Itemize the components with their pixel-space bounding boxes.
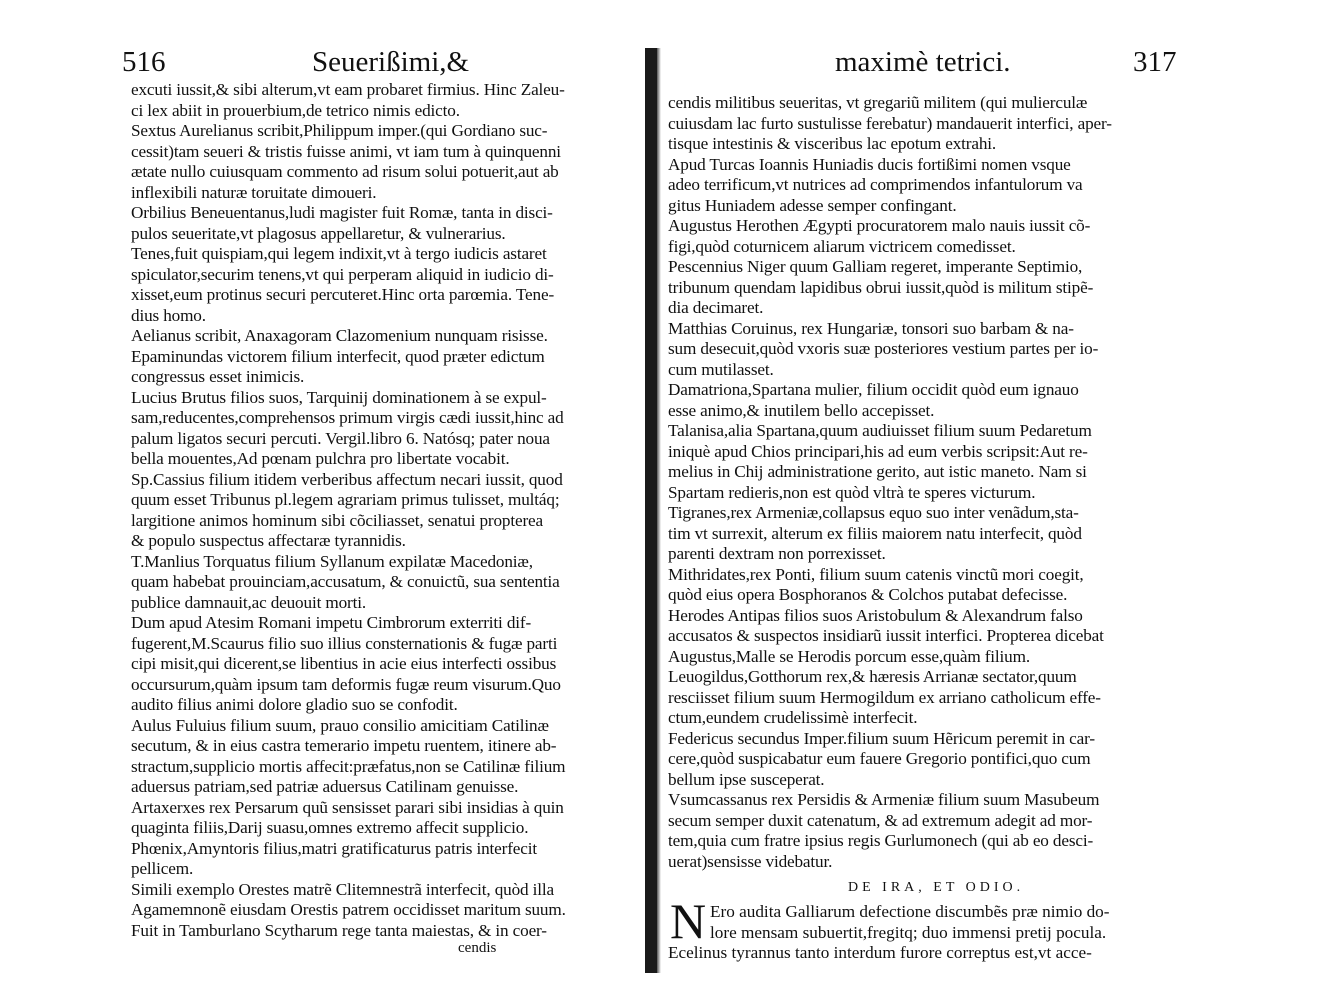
text-line: Herodes Antipas filios suos Aristobulum & Alexandrum falso: [668, 605, 1083, 625]
text-line: Damatriona,Spartana mulier, filium occidit quòd eum ignauo: [668, 380, 1079, 399]
text-line: ci lex abiit in prouerbium,de tetrico nimis edicto.: [131, 100, 460, 120]
text-line: ctum,eundem crudelissimè interfecit.: [668, 708, 918, 727]
left-running-title: Seuerißimi,&: [312, 46, 470, 78]
text-line: stractum,supplicio mortis affecit:præfatus,non se Catilinæ filium: [131, 756, 566, 776]
text-line: Spartam redieris,non est quòd vltrà te speres victurum.: [668, 482, 1036, 502]
text-line: dia decimaret.: [668, 298, 764, 317]
text-line: Agamemnonẽ eiusdam Orestis patrem occidisset maritum suum.: [131, 900, 566, 919]
text-line: cendis militibus seueritas, vt gregariũ militem (qui mulierculæ: [668, 93, 1088, 112]
text-line: lore mensam subuertit,fregitq; duo immensi pretij pocula.: [710, 922, 1107, 942]
text-line: tisque intestinis & visceribus lac epotum extrahi.: [668, 134, 997, 153]
text-line: Dum apud Atesim Romani impetu Cimbrorum exterriti dif-: [131, 613, 532, 632]
text-line: Sextus Aurelianus scribit,Philippum imper.(qui Gordiano suc-: [131, 121, 548, 140]
text-line: secum semper duxit catenatum, & ad extremum adegit ad mor-: [668, 810, 1093, 830]
text-line: Federicus secundus Imper.filium suum Hẽricum peremit in car-: [668, 728, 1095, 748]
text-line: & populo suspectus affectaræ tyrannidis.: [131, 531, 406, 550]
right-running-title: maximè tetrici.: [835, 46, 1011, 78]
text-line: Augustus,Malle se Herodis porcum esse,quàm filium.: [668, 646, 1030, 666]
text-line: resciisset filium suum Hermogildum ex arriano catholicum effe-: [668, 687, 1101, 707]
text-line: iniquè apud Chios principari,his ad eum verbis scripsit:Aut re-: [668, 441, 1088, 461]
text-line: excuti iussit,& sibi alterum,vt eam probaret firmius. Hinc Zaleu-: [131, 80, 565, 99]
left-page-body: [131, 80, 641, 941]
text-line: uerat)sensisse videbatur.: [668, 851, 833, 871]
text-line: Apud Turcas Ioannis Huniadis ducis fortißimi nomen vsque: [668, 154, 1071, 174]
section-opening-text: [710, 902, 1190, 943]
text-line: secutum, & in eius castra temerario impetu ruentem, itinere ab-: [131, 736, 557, 755]
text-line: Talanisa,alia Spartana,quum audiuisset filium suum Pedaretum: [668, 421, 1092, 440]
text-line: audito filius animi dolore gladio suo se confodit.: [131, 695, 458, 714]
text-line: quòd eius opera Bosphoranos & Colchos putabat defecisse.: [668, 585, 1068, 604]
text-line: cuiusdam lac furto sustulisse ferebatur) mandauerit interfici, aper-: [668, 113, 1112, 133]
text-line: dius homo.: [131, 305, 206, 325]
text-line: publice damnauit,ac deuouit morti.: [131, 592, 366, 612]
text-line: quaginta filiis,Darij suasu,omnes extremo affecit supplicio.: [131, 818, 529, 837]
text-line: Simili exemplo Orestes matrẽ Clitemnestrã interfecit, quòd illa: [131, 879, 554, 899]
text-line: Pescennius Niger quum Galliam regeret, imperante Septimio,: [668, 257, 1083, 276]
text-line: Orbilius Beneuentanus,ludi magister fuit Romæ, tanta in disci-: [131, 203, 553, 222]
catchword: cendis: [458, 940, 497, 956]
text-line: Tigranes,rex Armeniæ,collapsus equo suo inter venãdum,sta-: [668, 503, 1079, 522]
text-line: T.Manlius Torquatus filium Syllanum expilatæ Macedoniæ,: [131, 551, 533, 571]
text-line: ætate nullo cuiusquam commento ad risum solui potuerit,aut ab: [131, 162, 559, 181]
text-line: spiculator,securim tenens,vt qui perperam aliquid in iudicio di-: [131, 264, 554, 284]
text-line: esse animo,& inutilem bello accepisset.: [668, 400, 935, 420]
text-line: congressus esset inimicis.: [131, 367, 305, 386]
text-line: quum esset Tribunus pl.legem agrariam primus tulisset, multáq;: [131, 490, 560, 509]
text-line: Vsumcassanus rex Persidis & Armeniæ filium suum Masubeum: [668, 790, 1100, 809]
text-line: parenti dextram non porrexisset.: [668, 544, 886, 563]
right-page: [660, 0, 1319, 1000]
text-line: largitione animos hominum sibi cõciliasset, senatui propterea: [131, 510, 544, 530]
text-line: pellicem.: [131, 859, 194, 878]
text-line: sam,reducentes,comprehensos primum virgis cædi iussit,hinc ad: [131, 408, 564, 427]
right-page-body: [668, 93, 1192, 872]
section-heading: DE IRA, ET ODIO.: [848, 880, 1025, 895]
text-line: cipi misit,qui dicerent,se libentius in acie eius interfecti ossibus: [131, 654, 557, 673]
text-line: xisset,eum protinus securi percuteret.Hinc orta parœmia. Tene-: [131, 285, 555, 304]
text-line: Tenes,fuit quispiam,qui legem indixit,vt à tergo iudicis astaret: [131, 244, 547, 263]
text-line: tem,quia cum fratre ipsius regis Gurlumonech (qui ab eo desci-: [668, 831, 1094, 850]
text-line: Fuit in Tamburlano Scytharum rege tanta maiestas, & in coer-: [131, 920, 547, 940]
drop-cap: N: [670, 893, 707, 949]
text-line: aduersus patriam,sed patriæ aduersus Catilinam genuisse.: [131, 777, 519, 796]
text-line: Artaxerxes rex Persarum quũ sensisset parari sibi insidias à quin: [131, 797, 564, 817]
text-line: Ero audita Galliarum defectione discumbẽs præ nimio do-: [710, 902, 1110, 921]
text-line: melius in Chij administratione gerito, aut istic maneto. Nam si: [668, 462, 1087, 481]
text-line: Ecelinus tyrannus tanto interdum furore correptus est,vt acce-: [668, 943, 1092, 962]
text-line: Aulus Fuluius filium suum, prauo consilio amicitiam Catilinæ: [131, 715, 549, 735]
text-line: pulos seueritate,vt plagosus appellaretur, & vulnerarius.: [131, 223, 506, 243]
text-line: sum desecuit,quòd vxoris suæ posteriores vestium partes per io-: [668, 339, 1099, 358]
text-line: Aelianus scribit, Anaxagoram Clazomenium nunquam risisse.: [131, 326, 548, 345]
text-line: cum mutilasset.: [668, 359, 774, 379]
text-line: tribunum quendam lapidibus obrui iussit,quòd is militum stipẽ-: [668, 277, 1094, 297]
text-line: cessit)tam seueri & tristis fuisse animi, vt iam tum à quinquenni: [131, 141, 561, 161]
text-line: palum ligatos securi percuti. Vergil.libro 6. Natósq; pater noua: [131, 428, 550, 448]
text-line: Lucius Brutus filios suos, Tarquinij dominationem à se expul-: [131, 387, 547, 407]
closing-line: [668, 943, 1192, 964]
text-line: figi,quòd coturnicem aliarum victricem comedisset.: [668, 236, 1016, 256]
text-line: accusatos & suspectos insidiarũ iussit interfici. Propterea dicebat: [668, 626, 1104, 645]
text-line: inflexibili naturæ toruitate dimoueri.: [131, 182, 377, 202]
text-line: tim vt surrexit, alterum ex filiis maiorem natu interfecit, quòd: [668, 523, 1082, 543]
text-line: Leuogildus,Gotthorum rex,& hæresis Arrianæ sectator,quum: [668, 667, 1077, 686]
text-line: bella mouentes,Ad pœnam pulchra pro libertate vocabit.: [131, 449, 510, 468]
text-line: Sp.Cassius filium itidem verberibus affectum necari iussit, quod: [131, 469, 563, 489]
text-line: Phœnix,Amyntoris filius,matri gratificaturus patris interfecit: [131, 838, 537, 858]
text-line: cere,quòd suspicabatur eum fauere Gregorio pontifici,quo cum: [668, 749, 1091, 768]
text-line: adeo terrificum,vt nutrices ad comprimendos infantulorum va: [668, 175, 1083, 194]
text-line: Augustus Herothen Ægypti procuratorem malo nauis iussit cõ-: [668, 216, 1091, 235]
text-line: Mithridates,rex Ponti, filium suum catenis vinctũ mori coegit,: [668, 564, 1084, 584]
text-line: gitus Huniadem adesse semper confingant.: [668, 195, 957, 215]
text-line: quam habebat prouinciam,accusatum, & conuictũ, sua sententia: [131, 572, 560, 591]
text-line: Epaminundas victorem filium interfecit, quod præter edictum: [131, 346, 545, 366]
book-gutter: [645, 48, 657, 973]
text-line: bellum ipse susceperat.: [668, 769, 825, 789]
left-page-number: 516: [122, 46, 166, 78]
right-page-number: 317: [1133, 46, 1177, 78]
text-line: fugerent,M.Scaurus filio suo illius consternationis & fugæ parti: [131, 633, 558, 653]
text-line: occursurum,quàm ipsum tam deformis fugæ reum visurum.Quo: [131, 674, 561, 694]
left-page: [0, 0, 648, 1000]
text-line: Matthias Coruinus, rex Hungariæ, tonsori suo barbam & na-: [668, 318, 1074, 338]
